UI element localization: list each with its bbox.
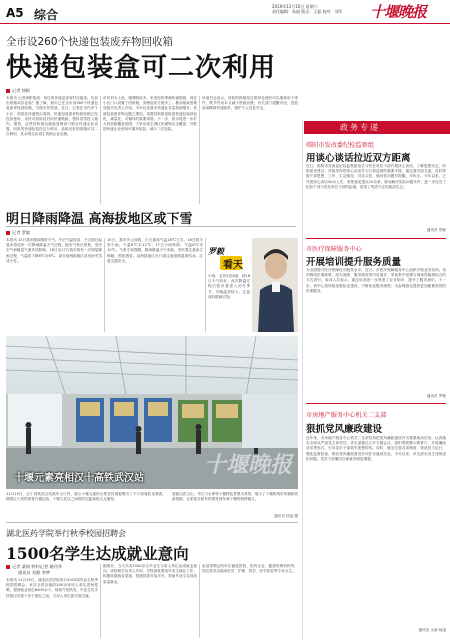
- photo-credit: 通讯员 侯福 摄: [274, 514, 298, 518]
- lead-col-3: 快递员也表示，回收的纸箱经过简单处理后可以重新用于寄件，既节约成本又减少资源浪费。有关部门提醒市民，投放前请撕掉快递面单，保护个人信息安全。: [202, 96, 298, 111]
- train-station-photo: [6, 336, 298, 489]
- lead-col-2: 市民刘女士说，她网购较多，家里经常堆满快递纸箱，现在小区门口设置了回收箱，清理起来方便多了。据市邮政管理局相关负责人介绍，今年以来我市快递业务量持续增长，快递包装废弃物也随之增加，设置回收箱是推进快递包装绿色化、减量化、可循环的重要举措。下一步，我市将进一步扩大回收箱覆盖范围，力争实现主城区快递网点全覆盖，并鼓励快递企业使用可循环包装，减少二次包装。: [103, 96, 197, 132]
- photo-caption-headline: 十堰元素亮相汉十高铁武汉站: [14, 473, 144, 484]
- page-number: A5: [6, 6, 24, 20]
- weather-badge: 罗毅 看天: [208, 247, 243, 271]
- weather-col-2: 15日，我市多云转阴，白天最高气温18℃左右。16日阴天有小雨，气温8℃至12℃；17日小雨转阴，气温6℃至10℃。气象专家提醒，降雨降温天气来临，市民要注意添衣保暖，预防感冒。高海拔地区出行需注意道路湿滑结冰，注意交通安全。: [107, 238, 203, 263]
- zhengwu-item-1-kicker: 郧阳市发改委纪检监察组: [306, 142, 375, 149]
- hospital-byline-2: 通讯员 刘静 李梦: [18, 570, 50, 575]
- photo-watermark: 十堰晚报: [203, 452, 292, 478]
- zhengwu-item-3-text: 近年来，市房地产服务中心机关二支部坚持把党风廉政建设作为重要政治任务，认真落实全面从严治党主体责任。该支部通过召开专题会议、组织观看警示教育片、开展廉政谈话等形式，引导党员干部筑牢思想防线。同时，健全完善各项制度，规范权力运行，强化监督检查，推动党风廉政建设各项任务落到实处。今年以来，该支部未发生违规违纪问题，党员干部廉洁自律意识明显增强。: [306, 436, 446, 461]
- weather-byline: 记者 罗毅: [6, 230, 30, 236]
- hospital-col-3: 参加招聘会的单位涵盖医院、医药企业、健康管理机构等，岗位需求以临床医学、护理、药学、医学检验等专业为主。: [202, 564, 298, 574]
- zhengwu-item-2-text: 为全面提升医疗保障经办服务水平，近日，市医疗保障服务中心组织开展业务培训。培训围绕医保政策、经办流程、服务规范等内容展开，采取集中授课与现场答疑相结合的方式进行。参训人员表示，通过培训进一步熟悉了业务知识，提升了服务意识。下一步，该中心将持续加强队伍建设，不断优化服务流程，为参保群众提供更加便捷高效的医保服务。: [306, 268, 446, 293]
- photo-right-text: 展板以武当山、丹江口水库等十堰特色景观为背景，展示了十堰的城市风貌和旅游资源，让旅客在候车时感受到车城十堰的独特魅力。: [172, 492, 298, 502]
- zhengwu-item-1-byline: 通讯员 郑敏: [426, 228, 446, 232]
- zhengwu-item-1-headline: 用谈心谈话拉近双方距离: [306, 153, 411, 164]
- hospital-byline: 记者 梁倩 特约记者 姚经华: [6, 564, 62, 570]
- zhengwu-item-2-kicker: 市医疗保障服务中心: [306, 246, 362, 253]
- lead-col-1: 本报讯 记者徐彬报道：用过的快递盒里有时还能用，比如出纸箱或存包装？据了解，我市已在全市设260个快递包装废弃物回收箱，方便市民投放。近日，记者在市内多个小区、高校及快递网点看到，快递包装废弃物回收箱已经投放使用，市民可将拆封后的快递纸箱、塑料袋等投入箱内。据悉，这些回收箱由邮政管理部门联合快递企业设置。回收的快递包装经过分拣后，品相完好的纸箱可以二次利用，其余则交由再生资源企业处理。: [6, 96, 98, 137]
- hospital-col-1: 本报讯 11月15日，湖北医药学院举行2020届毕业生秋季校园招聘会。来自全国各地的200余家用人单位进场招聘，提供就业岗位6000余个。现场气氛热烈，毕业生们手持简历穿梭于各个展位之间，与用人单位面对面交流。: [6, 578, 98, 598]
- header-date: 2019年11月16日 星期六 责任编辑：朱丽 版式：王磊 校对：刘军: [272, 4, 343, 14]
- zhengwu-item-3-headline: 狠抓党风廉政建设: [306, 424, 383, 435]
- lead-kicker: 全市设260个快递包装废弃物回收箱: [6, 36, 174, 48]
- zhengwu-item-2-headline: 开展培训提升服务质量: [306, 257, 402, 268]
- hospital-kicker: 湖北医药学院举行秋季校园招聘会: [6, 529, 126, 538]
- weather-col-3: 小雨，北风3至4级，到18日天气转好。此次降温过程后我市将进入初冬季节，早晚温差较大，注意适时增减衣物。: [208, 274, 250, 299]
- zhengwu-title: 政务专递: [340, 123, 380, 132]
- masthead-logo: 十堰晚报: [370, 3, 427, 21]
- lead-byline: 记者 徐彬: [6, 88, 30, 94]
- weather-photo: [252, 238, 298, 332]
- lead-headline: 快递包装盒可二次利用: [6, 53, 277, 83]
- zhengwu-item-3-kicker: 市房地产服务中心机关二支部: [306, 412, 387, 419]
- section-name: 综合: [34, 8, 59, 22]
- zhengwu-item-3-byline: 通讯员 余新 杨凌: [418, 628, 446, 632]
- weather-col-1: 本报讯 15日我市继续晴好天气，午后气温较高，不过明日起我市将迎来一次降雨降温天气过程。据市气象台预报，受冷空气和暖湿气流共同影响，16日至17日我市将有一次明显降雨过程，气温将下降6℃至8℃，部分高海拔地区或有雨夹雪或小雪。: [6, 238, 102, 263]
- zhengwu-item-2-byline: 通讯员 罗敏: [426, 394, 446, 398]
- weather-headline: 明日降雨降温 高海拔地区或下雪: [6, 212, 193, 227]
- hospital-col-2: 据统计，当天共有1500余名毕业生与用人单位达成就业意向。该校相关负责人介绍，学校高度重视毕业生就业工作，积极拓展就业渠道，搭建供需对接平台，帮助毕业生实现高质量就业。: [103, 564, 197, 584]
- zhengwu-item-1-text: 近日，郧阳市发改委纪检监察组组长与驻在单位干部开展谈心谈话，了解思想动态，听取意见建议。该组坚持把谈心谈话作为日常监督的重要手段，通过面对面交流，及时掌握干部思想、工作、生活情况，对苗头性、倾向性问题早提醒、早纠正。今年以来，已开展谈心谈话30余人次，收集意见建议10余条，推动解决实际问题多件，进一步拉近了纪检干部与驻在单位干部的距离，营造了风清气正的政治生态。: [306, 164, 446, 189]
- hospital-headline: 1500名学生达成就业意向: [6, 544, 189, 563]
- photo-caption-text: 11月15日，汉十高铁武汉站候车大厅内，展示十堰元素的大型宣传展板吸引了不少旅客驻足观看。随着汉十高铁即将开通运营，十堰与武汉之间的时空距离将大大缩短。: [6, 492, 166, 502]
